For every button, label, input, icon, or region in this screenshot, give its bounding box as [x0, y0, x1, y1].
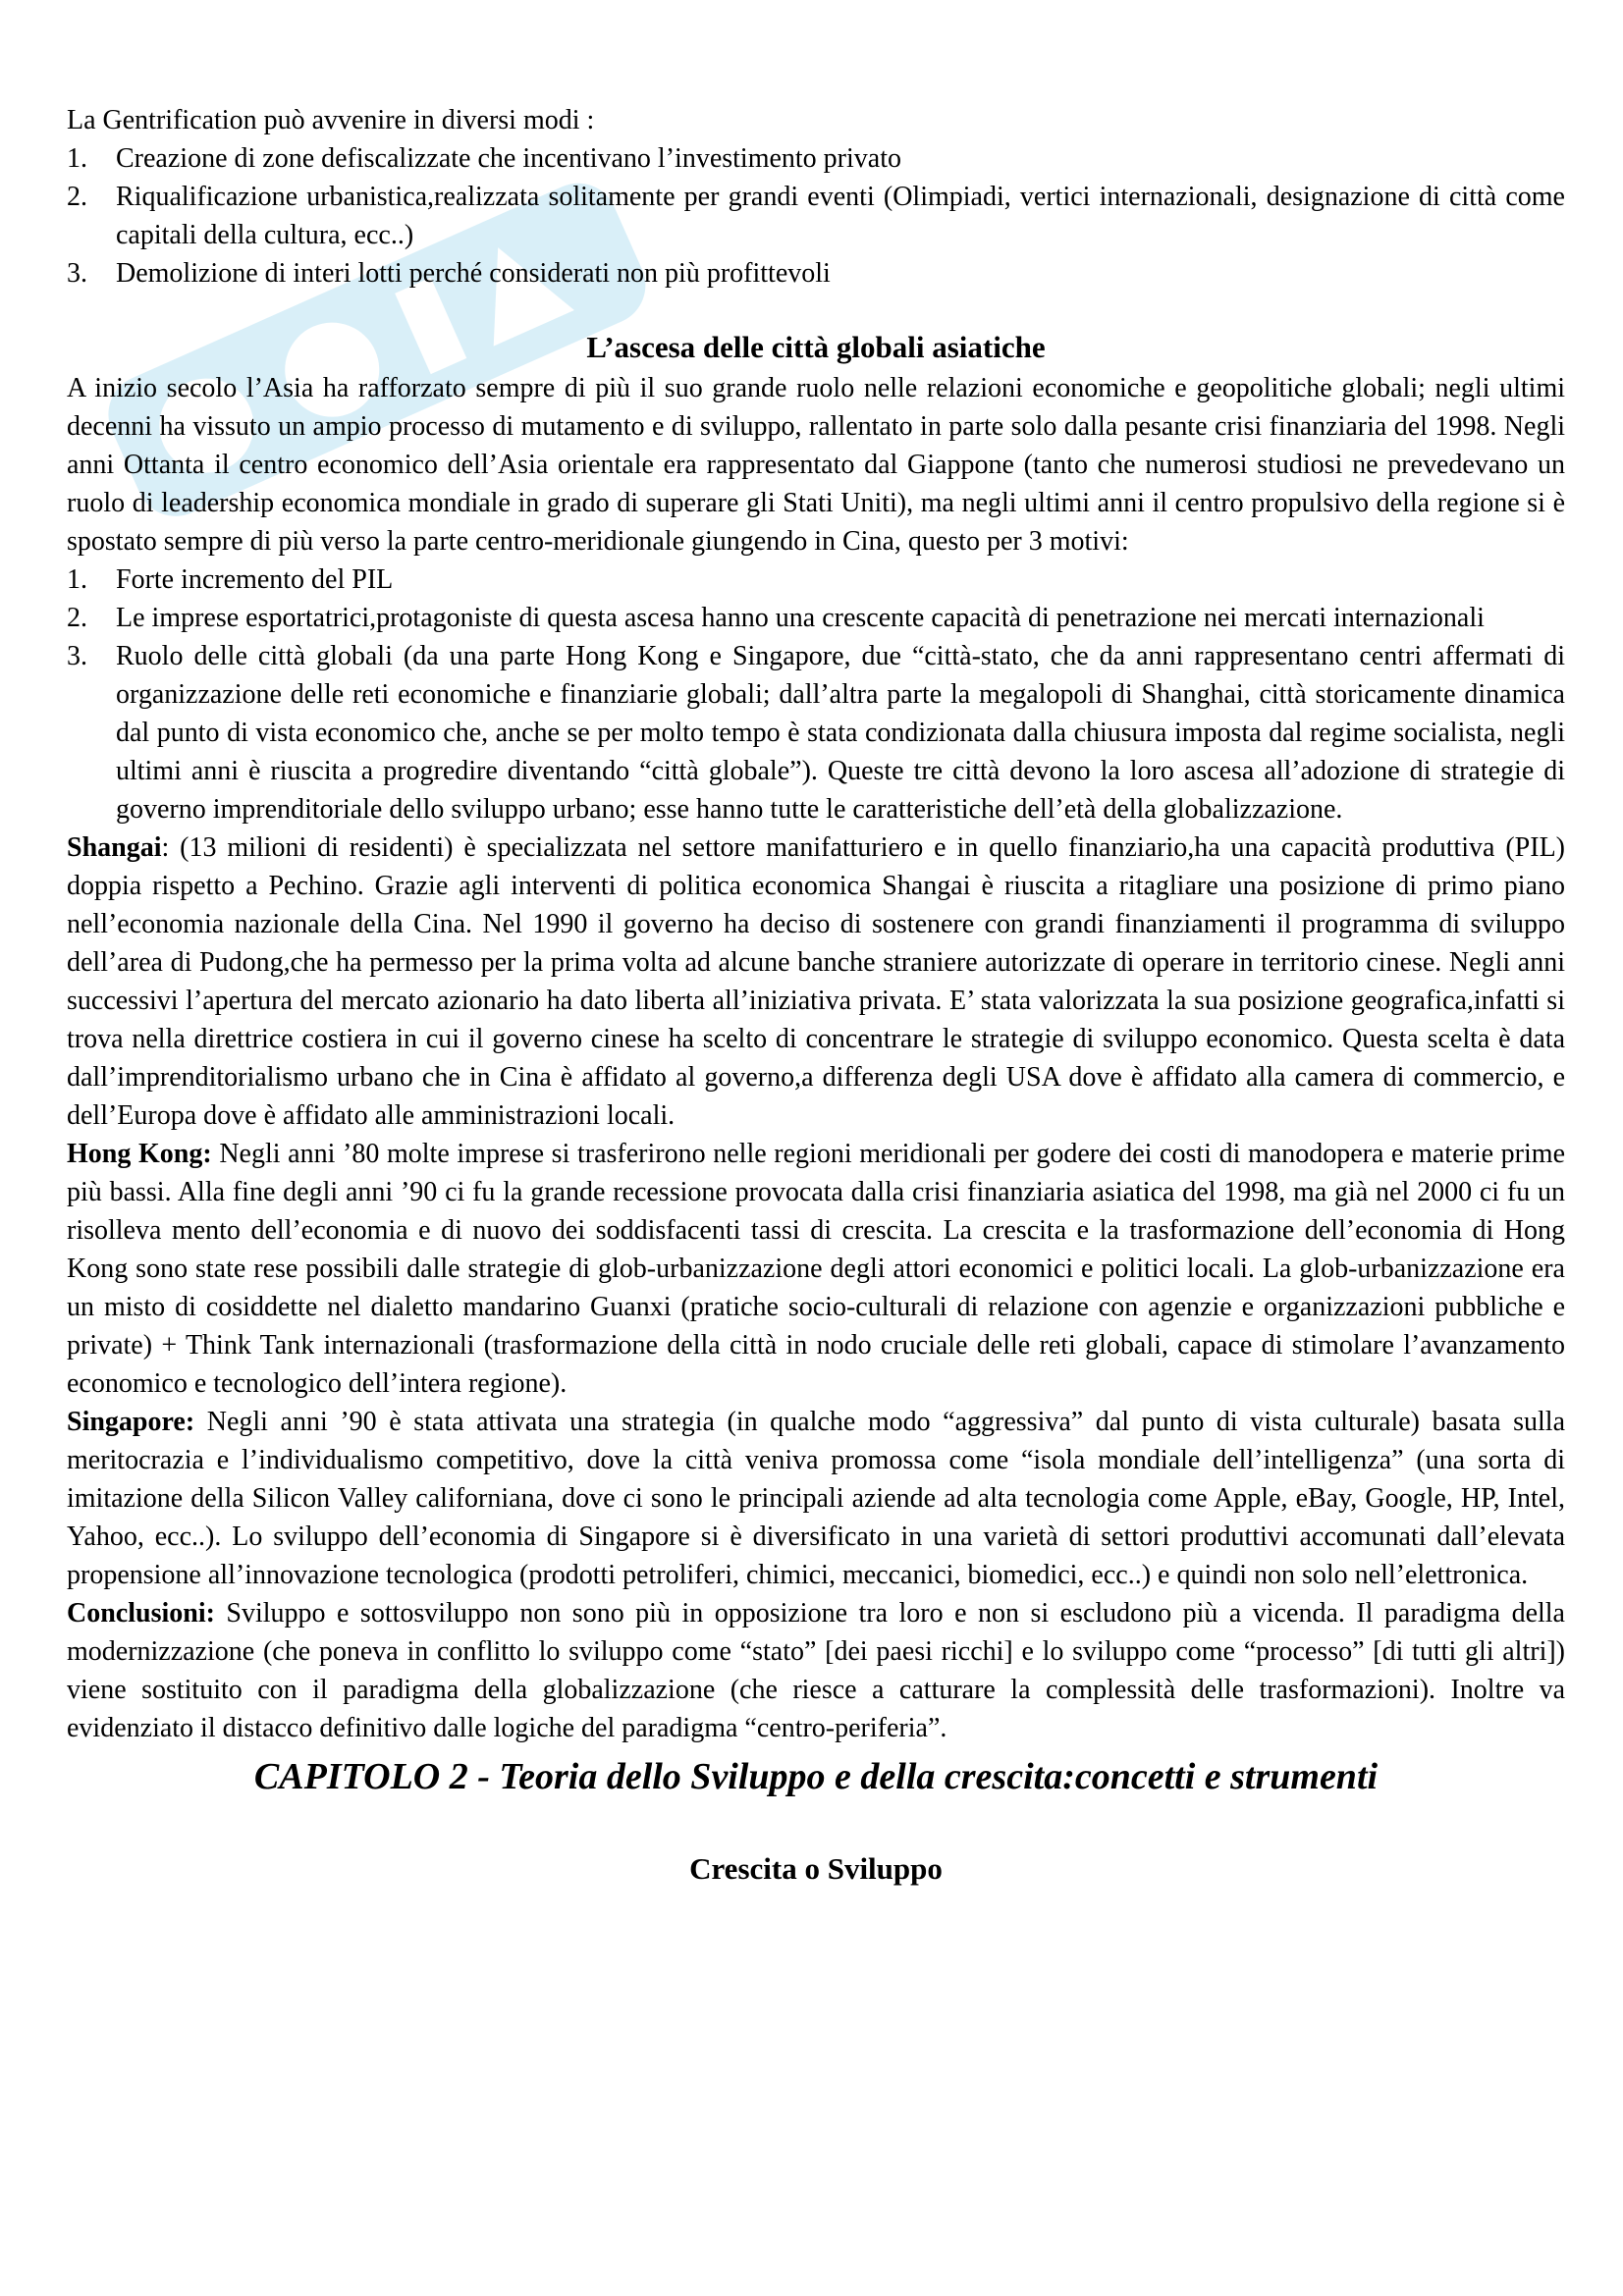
singapore-text: Negli anni ’90 è stata attivata una strategia (in qualche modo “aggressiva” dal punto di vista culturale) basata sulla meritocrazia e l’individualismo competitivo, dove la città veniva promossa come “isola mondiale dell’intelligenza” (una sorta di imitazione della Silicon Valley californiana, dove ci sono le principali aziende ad alta tecnologia come Apple, eBay, Google, HP, Intel, Yahoo, ecc..). Lo sviluppo dell’economia di Singapore si è diversificato in una varietà di settori produttivi accomunati dall’elevata propensione all’innovazione tecnologica (prodotti petroliferi, chimici, meccanici, biomedici, ecc..) e quindi non solo nell’elettronica.	[67, 1407, 1565, 1590]
list-number: 1.	[67, 564, 87, 595]
list-number: 2.	[67, 182, 87, 212]
list-text: Ruolo delle città globali (da una parte Hong Kong e Singapore, due “città-stato, che da anni rappresentano centri affermati di organizzazione delle reti economiche e finanziarie globali; dall’altra parte la megalopoli di Shanghai, città storicamente dinamica dal punto di vista economico che, anche se per molto tempo è stata condizionata dalla chiusura imposta dal regime socialista, negli ultimi anni è riuscita a progredire diventando “città globale”). Queste tre città devono la loro ascesa all’adozione di strategie di governo imprenditoriale dello sviluppo urbano; esse hanno tutte le caratteristiche dell’età della globalizzazione.	[116, 641, 1565, 825]
shangai-label: Shangai	[67, 832, 162, 863]
chapter-title: CAPITOLO 2 - Teoria dello Sviluppo e della crescita:concetti e strumenti	[253, 1756, 1379, 1797]
document-body	[67, 101, 1565, 1889]
gentrification-list	[67, 139, 1565, 293]
list-number: 3.	[67, 641, 87, 671]
conclusioni-label: Conclusioni:	[67, 1598, 215, 1629]
list-number: 2.	[67, 603, 87, 633]
list-item	[67, 599, 1565, 637]
list-item	[67, 178, 1565, 254]
gentrification-intro: La Gentrification può avvenire in diversi modi :	[67, 105, 595, 135]
list-item	[67, 254, 1565, 293]
list-text: Creazione di zone defiscalizzate che incentivano l’investimento privato	[116, 143, 901, 174]
shangai-text: : (13 milioni di residenti) è specializzata nel settore manifatturiero e in quello finanziario,ha una capacità produttiva (PIL) doppia rispetto a Pechino. Grazie agli interventi di politica economica Shangai è riuscita a ritagliare una posizione di primo piano nell’economia nazionale della Cina. Nel 1990 il governo ha deciso di sostenere con grandi finanziamenti il programma di sviluppo dell’area di Pudong,che ha permesso per la prima volta ad alcune banche straniere autorizzate di operare in territorio cinese. Negli anni successivi l’apertura del mercato azionario ha dato liberta all’iniziativa privata. E’ stata valorizzata la sua posizione geografica,infatti si trova nella direttrice costiera in cui il governo cinese ha scelto di concentrare le strategie di sviluppo economico. Questa scelta è data dall’imprenditorialismo urbano che in Cina è affidato al governo,a differenza degli USA dove è affidato alla camera di commercio, e dell’Europa dove è affidato alle amministrazioni locali.	[67, 832, 1565, 1131]
list-text: Riqualificazione urbanistica,realizzata solitamente per grandi eventi (Olimpiadi, vertici internazionali, designazione di città come capitali della cultura, ecc..)	[116, 182, 1565, 250]
conclusioni-paragraph	[67, 1594, 1565, 1747]
list-item	[67, 561, 1565, 599]
motivi-list	[67, 561, 1565, 828]
hongkong-label: Hong Kong:	[67, 1139, 212, 1169]
section-title: L’ascesa delle città globali asiatiche	[586, 330, 1046, 364]
singapore-label: Singapore:	[67, 1407, 195, 1437]
subsection-title: Crescita o Sviluppo	[689, 1851, 943, 1886]
singapore-paragraph	[67, 1403, 1565, 1594]
list-text: Le imprese esportatrici,protagoniste di questa ascesa hanno una crescente capacità di penetrazione nei mercati internazionali	[116, 603, 1485, 633]
list-number: 1.	[67, 143, 87, 174]
list-number: 3.	[67, 258, 87, 289]
list-item	[67, 637, 1565, 828]
hongkong-paragraph	[67, 1135, 1565, 1403]
conclusioni-text: Sviluppo e sottosviluppo non sono più in opposizione tra loro e non si escludono più a vicenda. Il paradigma della modernizzazione (che poneva in conflitto lo sviluppo come “stato” [dei paesi ricchi] e lo sviluppo come “processo” [di tutti gli altri]) viene sostituito con il paradigma della globalizzazione (che riesce a catturare la complessità delle trasformazioni). Inoltre va evidenziato il distacco definitivo dalle logiche del paradigma “centro-periferia”.	[67, 1598, 1565, 1743]
hongkong-text: Negli anni ’80 molte imprese si trasferirono nelle regioni meridionali per godere dei costi di manodopera e materie prime più bassi. Alla fine degli anni ’90 ci fu la grande recessione provocata dalla crisi finanziaria asiatica del 1998, ma già nel 2000 ci fu un risolleva mento dell’economia e di nuovo dei soddisfacenti tassi di crescita. La crescita e la trasformazione dell’economia di Hong Kong sono state rese possibili dalle strategie di glob-urbanizzazione degli attori economici e politici locali. La glob-urbanizzazione era un misto di cosiddette nel dialetto mandarino Guanxi (pratiche socio-culturali di relazione con agenzie e organizzazioni pubbliche e private) + Think Tank internazionali (trasformazione della città in nodo cruciale delle reti globali, capace di stimolare l’avanzamento economico e tecnologico dell’intera regione).	[67, 1139, 1565, 1399]
list-text: Demolizione di interi lotti perché considerati non più profittevoli	[116, 258, 831, 289]
list-item	[67, 139, 1565, 178]
list-text: Forte incremento del PIL	[116, 564, 394, 595]
shangai-paragraph	[67, 828, 1565, 1135]
section-intro-paragraph: A inizio secolo l’Asia ha rafforzato sempre di più il suo grande ruolo nelle relazioni economiche e geopolitiche globali; negli ultimi decenni ha vissuto un ampio processo di mutamento e di sviluppo, rallentato in parte solo dalla pesante crisi finanziaria del 1998. Negli anni Ottanta il centro economico dell’Asia orientale era rappresentato dal Giappone (tanto che numerosi studiosi ne prevedevano un ruolo di leadership economica mondiale in grado di superare gli Stati Uniti), ma negli ultimi anni il centro propulsivo della regione si è spostato sempre di più verso la parte centro-meridionale giungendo in Cina, questo per 3 motivi:	[67, 373, 1565, 557]
